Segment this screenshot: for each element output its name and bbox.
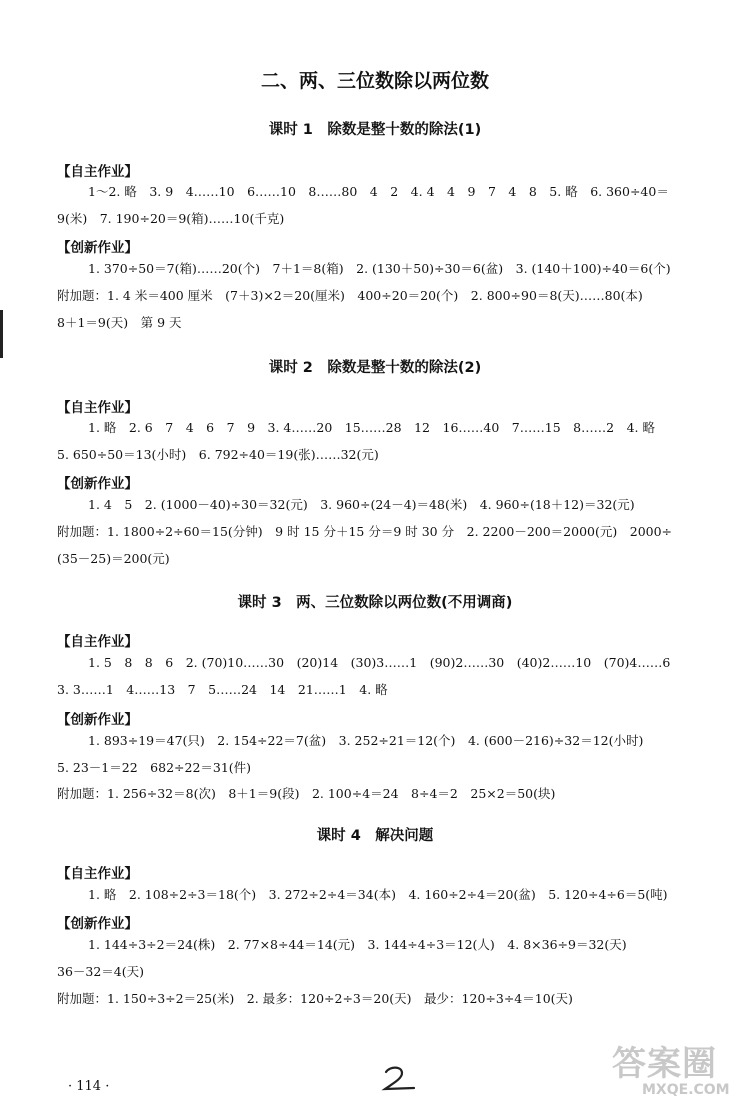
lesson-2-innovation-line-1: 1. 4 5 2. (1000－40)÷30＝32(元) 3. 960÷(24－4)＝48(米) 4. 960÷(18＋12)＝32(元) xyxy=(88,497,635,512)
lesson-1-self-study-label: 【自主作业】 xyxy=(57,164,138,180)
lesson-1-innovation-label: 【创新作业】 xyxy=(57,240,138,256)
lesson-1-innovation-line-1: 1. 370÷50＝7(箱)……20(个) 7＋1＝8(箱) 2. (130＋50)÷30＝6(盆) 3. (140＋100)÷40＝6(个) xyxy=(88,261,671,276)
lesson-1-bonus-line-2: 8＋1＝9(天) 第 9 天 xyxy=(57,315,182,330)
lesson-1-self-study-line-1: 1～2. 略 3. 9 4……10 6……10 8……80 4 2 4. 4 4 9 7 4 8 5. 略 6. 360÷40＝ xyxy=(88,184,669,199)
watermark-logo xyxy=(612,1046,730,1098)
page-number: · 114 · xyxy=(68,1079,110,1094)
binding-edge xyxy=(0,310,3,358)
lesson-2-bonus-line-2: (35－25)＝200(元) xyxy=(57,551,170,566)
lesson-3-self-study-label: 【自主作业】 xyxy=(57,634,138,650)
lesson-4-bonus-line-1: 附加题：1. 150÷3÷2＝25(米) 2. 最多：120÷2÷3＝20(天) 最少：120÷3÷4＝10(天) xyxy=(57,991,573,1006)
lesson-1-heading: 课时 1 除数是整十数的除法(1) xyxy=(268,122,482,138)
watermark-line-1: 答案圈 xyxy=(612,1044,717,1084)
lesson-3-innovation-label: 【创新作业】 xyxy=(57,712,138,728)
lesson-2-innovation-label: 【创新作业】 xyxy=(57,476,138,492)
lesson-4-self-study-label: 【自主作业】 xyxy=(57,866,138,882)
lesson-4-innovation-label: 【创新作业】 xyxy=(57,916,138,932)
lesson-2-heading: 课时 2 除数是整十数的除法(2) xyxy=(268,360,482,376)
lesson-1-self-study-line-2: 9(米) 7. 190÷20＝9(箱)……10(千克) xyxy=(57,211,285,226)
lesson-3-innovation-line-2: 5. 23－1＝22 682÷22＝31(件) xyxy=(57,760,252,775)
lesson-3-innovation-line-1: 1. 893÷19＝47(只) 2. 154÷22＝7(盆) 3. 252÷21＝12(个) 4. (600－216)÷32＝12(小时) xyxy=(88,733,644,748)
lesson-2-self-study-label: 【自主作业】 xyxy=(57,400,138,416)
lesson-3-self-study-line-2: 3. 3……1 4……13 7 5……24 14 21……1 4. 略 xyxy=(57,682,388,697)
lesson-4-self-study-line-1: 1. 略 2. 108÷2÷3＝18(个) 3. 272÷2÷4＝34(本) 4. 160÷2÷4＝20(盆) 5. 120÷4÷6＝5(吨) xyxy=(88,887,668,902)
lesson-3-bonus-line-1: 附加题：1. 256÷32＝8(次) 8＋1＝9(段) 2. 100÷4＝24 8÷4＝2 25×2＝50(块) xyxy=(57,786,556,801)
lesson-2-self-study-line-2: 5. 650÷50＝13(小时) 6. 792÷40＝19(张)……32(元) xyxy=(57,447,379,462)
handwritten-mark xyxy=(380,1064,420,1092)
lesson-2-bonus-line-1: 附加题：1. 1800÷2÷60＝15(分钟) 9 时 15 分＋15 分＝9 时 30 分 2. 2200－200＝2000(元) 2000÷ xyxy=(57,524,673,539)
lesson-4-innovation-line-2: 36－32＝4(天) xyxy=(57,964,145,979)
chapter-title: 二、两、三位数除以两位数 xyxy=(260,70,489,92)
lesson-4-heading: 课时 4 解决问题 xyxy=(316,828,434,844)
lesson-3-self-study-line-1: 1. 5 8 8 6 2. (70)10……30 (20)14 (30)3……1 (90)2……30 (40)2……10 (70)4……6 xyxy=(88,655,671,670)
lesson-3-heading: 课时 3 两、三位数除以两位数(不用调商) xyxy=(237,595,513,611)
lesson-1-bonus-line-1: 附加题：1. 4 米＝400 厘米 (7＋3)×2＝20(厘米) 400÷20＝20(个) 2. 800÷90＝8(天)……80(本) xyxy=(57,288,643,303)
watermark-line-2: MXQE.COM xyxy=(642,1082,730,1098)
lesson-4-innovation-line-1: 1. 144÷3÷2＝24(株) 2. 77×8÷44＝14(元) 3. 144÷4÷3＝12(人) 4. 8×36÷9＝32(天) xyxy=(88,937,627,952)
lesson-2-self-study-line-1: 1. 略 2. 6 7 4 6 7 9 3. 4……20 15……28 12 16……40 7……15 8……2 4. 略 xyxy=(88,420,655,435)
